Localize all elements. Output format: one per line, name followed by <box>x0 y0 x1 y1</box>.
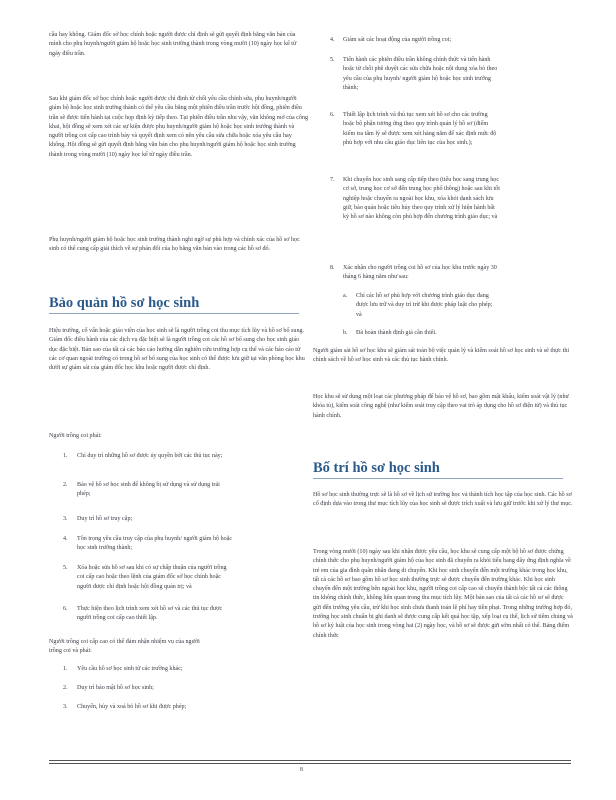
section-heading: Bố trí hồ sơ học sinh <box>313 460 563 479</box>
list-item: 3. Chuyển, hủy và xoá bỏ hồ sơ khi được phép; <box>63 704 187 710</box>
footer-rule <box>49 763 571 764</box>
sub-list-item: a. Chỉ các hồ sơ phù hợp với chương trình giáo dục đang được lưu trữ và duy trì trừ khi được pháp luật cho phép; và <box>343 293 493 318</box>
paragraph: Học khu sẽ sử dụng một loạt các phương pháp để bảo vệ hồ sơ, bao gồm mật khẩu, kiểm soát vật lý (như khóa tủ), kiểm soát công nghệ (như kiểm soát truy cập theo vai trò áp dụng cho hồ sơ điện tử) và thủ tục hành chính. <box>313 394 569 419</box>
list-item: 2. Duy trì bảo mật hồ sơ học sinh; <box>63 685 154 691</box>
paragraph: cầu hay không. Giám đốc sở học chính hoặc người được chỉ định sẽ gửi quyết định bằng văn bản của mình cho phụ huynh/người giám hộ hoặc học sinh trưởng thành trong vòng mười (10) ngày học kể từ ngày điều trần. <box>49 32 297 57</box>
list-item: 4. Tôn trọng yêu cầu truy cập của phụ huynh/ người giám hộ hoặc học sinh trưởng thành; <box>63 536 233 552</box>
paragraph: Trong vòng mười (10) ngày sau khi nhận được yêu cầu, học khu sẽ cung cấp một bộ hồ sơ được chứng chính thức cho phụ huynh/người giám hộ của học sinh đã chuyển ra khỏi tiểu bang dây ứng định nghĩa về trẻ em của gia đình quân nhân đang di chuyển. Khi học sinh chuyển đến một trường khác trong học khu, tất cả các hồ sơ bao gồm hồ sơ học sinh thường trực sẽ được chuyển đến trường khác. Khi học sinh chuyển đến một trường bên ngoài học khu, người trồng coi cấp cao sẽ chuyển thành bộc tất cả các thông tin không chính thức, không liên quan trong thu mục tích lũy. Một bản sao của tất cả các hồ sơ sẽ được gửi đến trường yêu cầu, trừ khi học sinh chưa thanh toán lệ phí hay tiền phạt. Trong những trường hợp đó, trường học sinh chuẩn bị ghi danh sẽ được cung cấp kết quả học tập, xếp loại cụ thể, lịch sử tiêm chủng và hồ sơ kỷ luật của học sinh trong vòng hai (2) ngày học, và hồ sơ sẽ được gửi sớm nhất có thể. Bảng điểm chính thức <box>313 549 573 639</box>
list-item: 1. Yêu cầu hồ sơ học sinh từ các trường khác; <box>63 666 183 672</box>
paragraph: Phụ huynh/người giám hộ hoặc học sinh trưởng thành nghi ngờ sự phù hợp và chính xác của hồ sơ học sinh có thể cung cấp giải thích về sự phản đối của họ bằng văn bản vào trong các hồ sơ đó. <box>49 237 300 253</box>
list-item: 7. Khi chuyển học sinh sang cấp tiếp theo (tiểu học sang trung học cơ sở, trung học cơ sở đến trung học phổ thông) hoặc sau khi tốt nghiệp hoặc chuyển ra ngoài học khu, xóa khỏi danh sách lưu giữ, bảo quản hoặc tiêu hủy theo quy trình xử lý hiện hành bất kỳ hồ sơ nào không còn phù hợp đến chương trình giáo dục; và <box>330 177 500 221</box>
paragraph: Sau khi giám đốc sở học chính hoặc người được chỉ định từ chối yêu cầu chỉnh sửa, phụ huynh/người giám hộ hoặc học sinh trưởng thành có thể yêu cầu bằng một phiên điều trần trước hội đồng, phiên điều trần sẽ được tiến hành tại cuộc họp định kỳ tiếp theo. Tại phiên điều trần nhu vậy, văn không mở của công khai, hội đồng sẽ xem xét các sự kiện được phụ huynh/người giám hộ hoặc học sinh trưởng thành và người trồng coi cấp cao trình bày và quyết định xem có nên yêu cầu sửa chữa hoặc xóa yêu cầu hay không. Hội đồng sẽ gửi quyết định bằng văn bản cho phụ huynh/người giám hộ hoặc học sinh trưởng thành trong vòng mười (10) ngày học kể từ ngày điều trần. <box>49 96 309 158</box>
list-item: 5. Xóa hoặc sửa hồ sơ sau khi có sự chấp thuận của người trồng coi cấp cao hoặc theo lệnh của giám đốc sở học chính hoặc người được chỉ định hoặc hội đồng quản trị; và <box>63 565 227 590</box>
paragraph: Hồ sơ học sinh thường trực sẽ là hồ sơ về lịch sử trường học và thành tích học tập của học sinh. Các hồ sơ cố định dựa vào trong thư mục tích lũy của học sinh sẽ được trích xuất và lưu giữ trước khi xử lý thư mục. <box>313 492 573 508</box>
list-item: 6. Thực hiện theo lịch trình xem xét hồ sơ và các thủ tục được người trồng coi cấp cao thiết lập. <box>63 606 223 622</box>
list-item: 8. Xác nhận cho người trồng coi hồ sơ của học khu trước ngày 30 tháng 6 hàng năm như sau: <box>330 265 497 281</box>
list-item: 6. Thiết lập lịch trình và thủ tục xem xét hồ sơ cho các trường hoặc bộ phận tương ứng theo quy trình quản lý hồ sơ (điểm kiểm tra tâm lý sẽ được xem xét hàng năm để xác định mức độ phù hợp với nhu cầu giáo dục liên tục của học sinh.); <box>330 112 497 146</box>
footer-rule <box>49 760 571 761</box>
sub-list-item: b. Đã hoàn thành định giá cần thiết. <box>343 330 437 336</box>
list-item: 4. Giám sát các hoạt động của người trồng coi; <box>330 37 452 43</box>
section-heading: Bảo quản hồ sơ học sinh <box>49 295 299 314</box>
list-intro: Người trồng coi phải: <box>49 433 102 439</box>
list-item: 2. Bảo vệ hồ sơ học sinh để không bị sử dụng và sử dụng trái phép; <box>63 482 220 498</box>
paragraph: Người giám sát hồ sơ học khu sẽ giám sát toàn bộ việc quản lý và kiểm soát hồ sơ học sinh và sẽ thực thi chính sách về hồ sơ học sinh và các thủ tục hành chính. <box>313 348 570 364</box>
list-item: 3. Duy trì hồ sơ truy cập; <box>63 516 133 522</box>
list-intro: Người trồng coi cấp cao có thể đảm nhận nhiệm vụ của người trồng coi và phải: <box>49 639 200 655</box>
paragraph: Hiệu trưởng, cố vấn hoặc giáo viên của học sinh sẽ là người trồng coi thu mục tích lũy và hồ sơ bổ sung. Giám đốc điều hành của các dịch vụ đặc biệt sẽ là người trồng coi các hồ sơ bổ sung cho học sinh giáo dục đặc biệt. Bản sao của tất cả các báo cáo hướng dẫn nghiên cứu trường hợp cụ thể và các báo cáo từ các cơ quan ngoài trường có trong hồ sơ bổ sung của học sinh có thể được lưu giữ tại văn phòng học khu dưới sự giám sát của giám đốc học khu hoặc người được chỉ định. <box>49 328 305 372</box>
list-item: 1. Chỉ duy trì những hồ sơ được ủy quyền bởi các thủ tục này; <box>63 453 223 459</box>
page-number: 8 <box>300 767 303 773</box>
list-item: 5. Tiến hành các phiên điều trần không chính thức và tiến hành hoặc từ chối phê duyệt các sửa chữa hoặc nội dung xóa bỏ theo yêu cầu của phụ huynh/ người giám hộ hoặc học sinh trưởng thành; <box>330 57 498 91</box>
